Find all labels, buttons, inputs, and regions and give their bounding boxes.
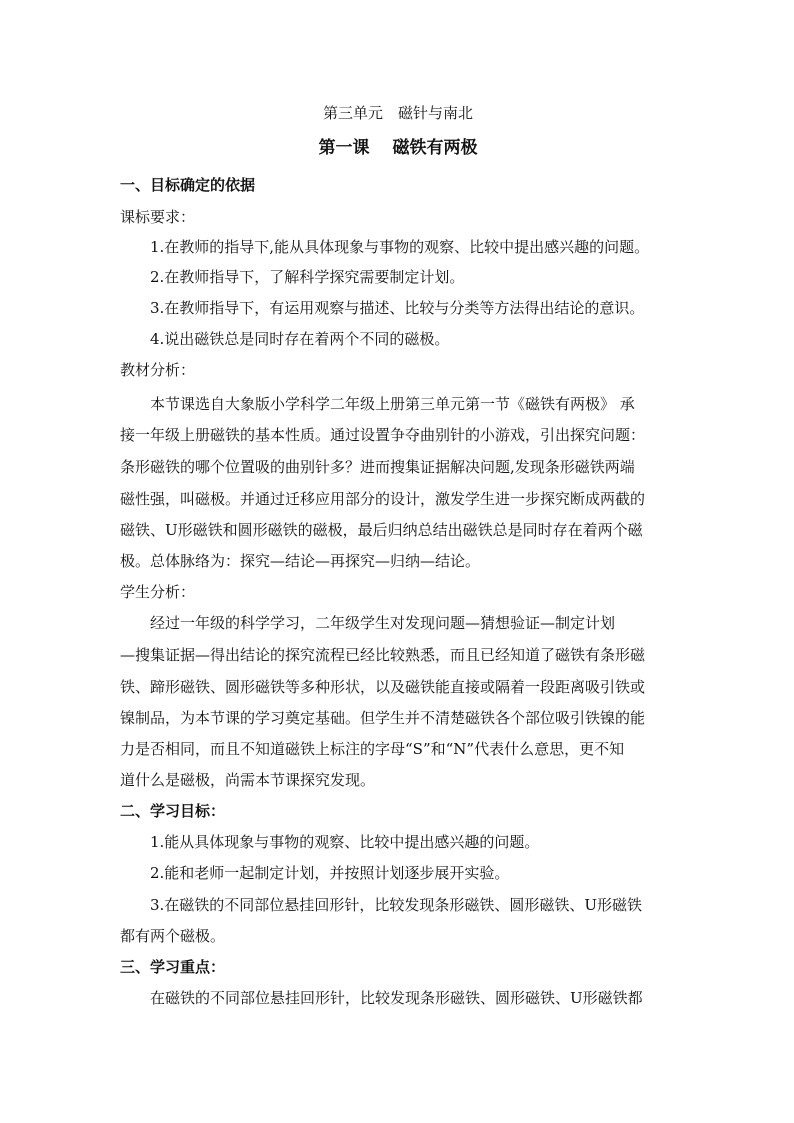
section-2-heading: 二、学习目标： xyxy=(120,802,226,820)
textbook-line-3: 条形磁铁的哪个位置吸的曲别针多？进而搜集证据解决问题,发现条形磁铁两端 xyxy=(120,458,635,476)
standard-item-4: 4.说出磁铁总是同时存在着两个不同的磁极。 xyxy=(150,330,450,348)
standards-label: 课标要求： xyxy=(120,208,196,226)
student-line-2: —搜集证据—得出结论的探究流程已经比较熟悉，而且已经知道了磁铁有条形磁 xyxy=(120,646,646,664)
student-line-6: 道什么是磁极，尚需本节课探究发现。 xyxy=(120,771,376,789)
student-line-4: 镍制品，为本节课的学习奠定基础。但学生并不清楚磁铁各个部位吸引铁镍的能 xyxy=(120,709,646,727)
textbook-line-5: 磁铁、U形磁铁和圆形磁铁的磁极，最后归纳总结出磁铁总是同时存在着两个磁 xyxy=(120,521,643,539)
goal-item-2: 2.能和老师一起制定计划，并按照计划逐步展开实验。 xyxy=(150,864,510,882)
section-3-heading: 三、学习重点： xyxy=(120,958,226,976)
textbook-line-1: 本节课选自大象版小学科学二年级上册第三单元第一节《磁铁有两极》 承 xyxy=(150,395,635,413)
student-label: 学生分析： xyxy=(120,583,196,601)
student-line-3: 铁、蹄形磁铁、圆形磁铁等多种形状，以及磁铁能直接或隔着一段距离吸引铁或 xyxy=(120,678,646,696)
goal-item-3-cont: 都有两个磁极。 xyxy=(120,927,226,945)
textbook-label: 教材分析： xyxy=(120,361,196,379)
unit-title: 第三单元 磁针与南北 xyxy=(322,104,473,122)
section-1-heading: 一、目标确定的依据 xyxy=(120,176,256,194)
key-point-line-1: 在磁铁的不同部位悬挂回形针，比较发现条形磁铁、圆形磁铁、U形磁铁都 xyxy=(150,989,643,1007)
student-line-5: 力是否相同，而且不知道磁铁上标注的字母“S”和“N”代表什么意思，更不知 xyxy=(120,740,625,758)
textbook-line-2: 接一年级上册磁铁的基本性质。通过设置争夺曲别针的小游戏，引出探究问题： xyxy=(120,426,646,444)
textbook-line-4: 磁性强，叫磁极。并通过迁移应用部分的设计，激发学生进一步探究断成两截的 xyxy=(120,490,646,508)
standard-item-3: 3.在教师指导下，有运用观察与描述、比较与分类等方法得出结论的意识。 xyxy=(150,299,645,317)
goal-item-3: 3.在磁铁的不同部位悬挂回形针，比较发现条形磁铁、圆形磁铁、U形磁铁 xyxy=(150,896,642,914)
textbook-line-6: 极。总体脉络为：探究—结论—再探究—归纳—结论。 xyxy=(120,552,481,570)
goal-item-1: 1.能从具体现象与事物的观察、比较中提出感兴趣的问题。 xyxy=(150,833,540,851)
standard-item-2: 2.在教师指导下，了解科学探究需要制定计划。 xyxy=(150,268,465,286)
lesson-title: 第一课 磁铁有两极 xyxy=(318,138,478,158)
standard-item-1: 1.在教师的指导下,能从具体现象与事物的观察、比较中提出感兴趣的问题。 xyxy=(150,238,650,256)
student-line-1: 经过一年级的科学学习，二年级学生对发现问题—猜想验证—制定计划 xyxy=(150,614,616,632)
